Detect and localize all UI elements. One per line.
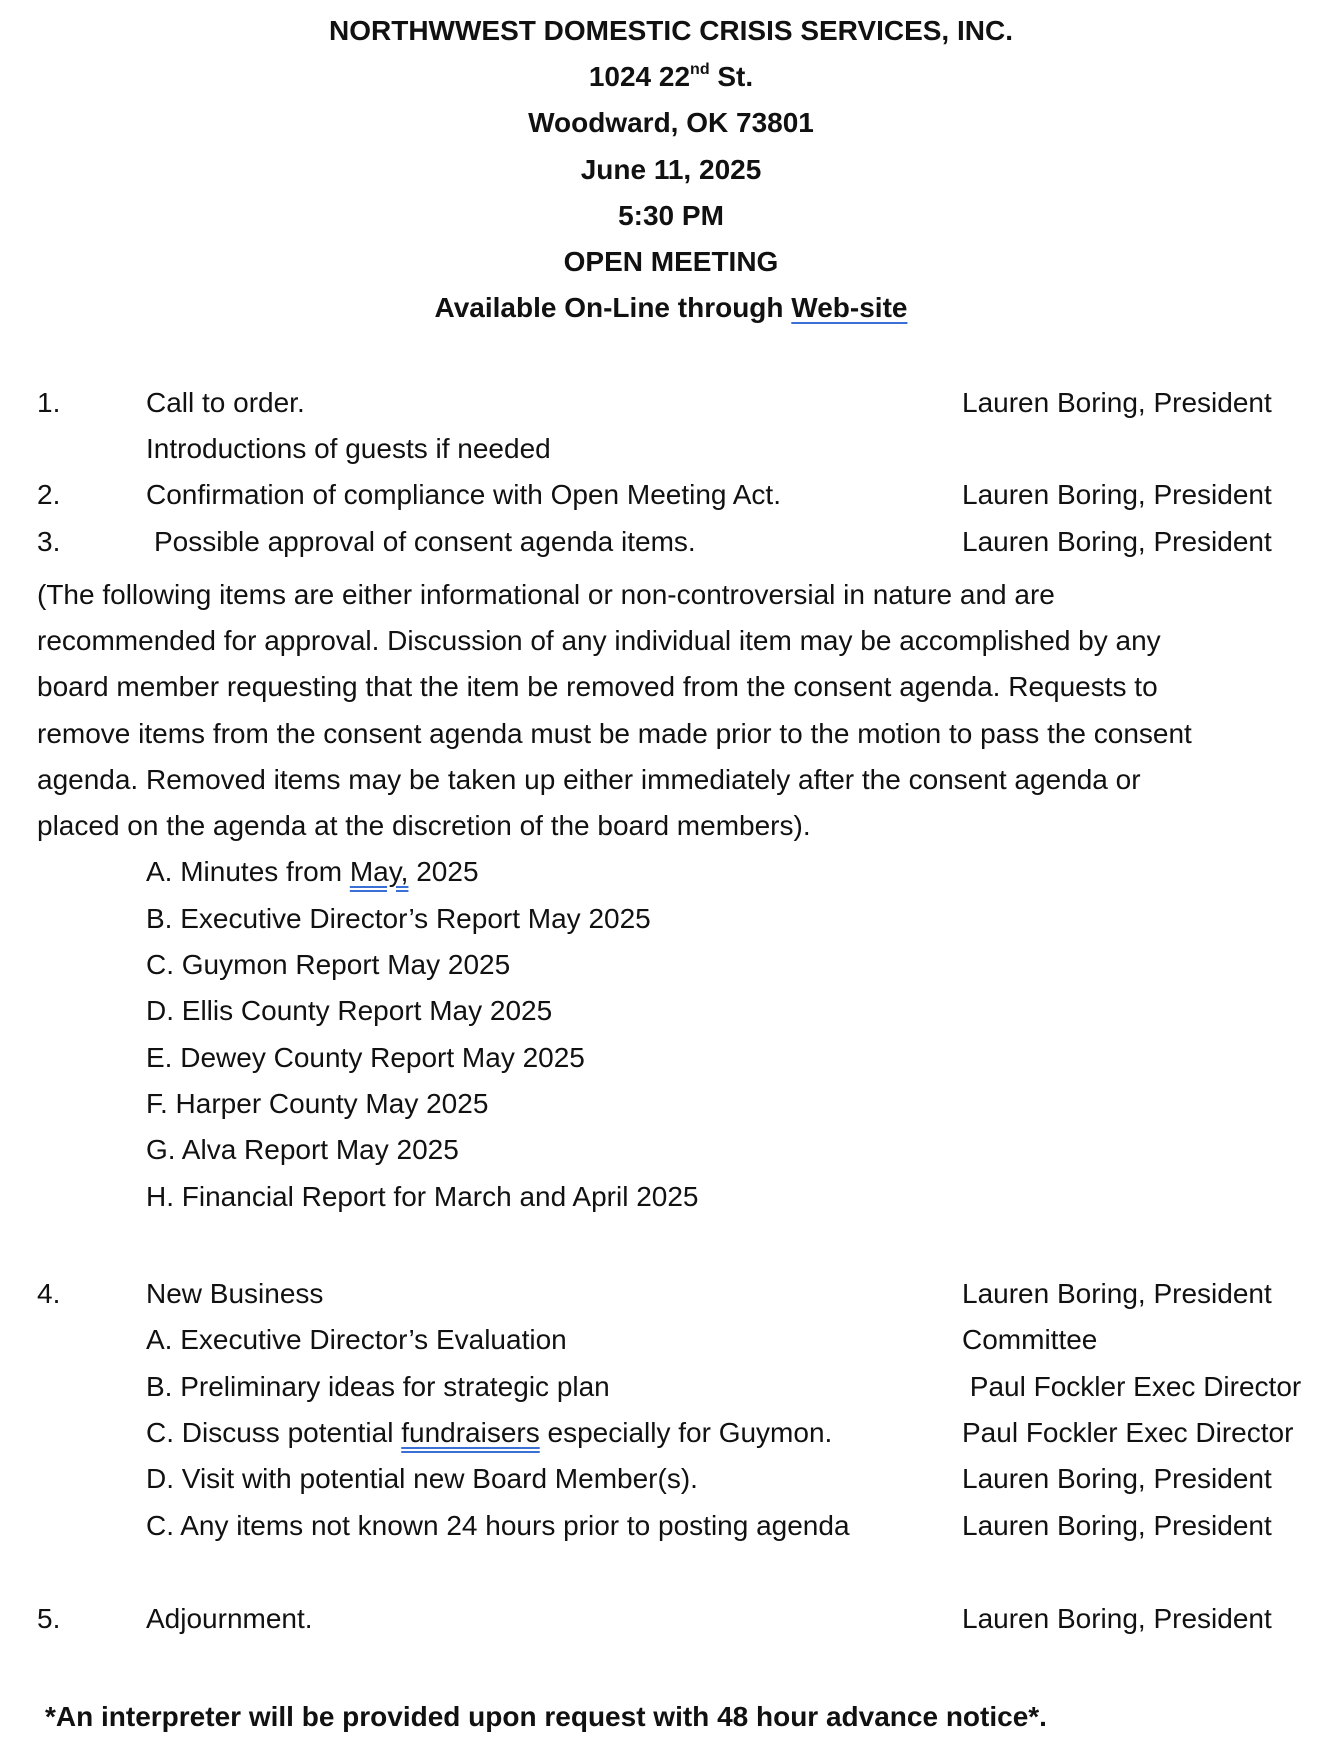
interpreter-notice: *An interpreter will be provided upon request with 48 hour advance notice*. [45, 1701, 1047, 1732]
item-text-suffix: especially for Guymon. [539, 1417, 833, 1448]
paragraph-line: board member requesting that the item be removed from the consent agenda. Requests to [37, 671, 1158, 703]
availability-line [0, 285, 1342, 331]
paragraph-line: remove items from the consent agenda must be made prior to the motion to pass the consent [37, 717, 1192, 749]
item-text: D. Visit with potential new Board Member(s). [146, 1463, 698, 1494]
item-text: C. Any items not known 24 hours prior to posting agenda [146, 1510, 850, 1541]
meeting-time: 5:30 PM [618, 199, 724, 231]
consent-item-g [0, 1127, 1342, 1173]
availability-prefix: Available On-Line through [434, 292, 792, 324]
address-number: 1024 22 [588, 61, 691, 93]
consent-item-a-month: May, [349, 856, 409, 887]
item-number: 3. [37, 526, 61, 557]
address-suffix: nd [690, 61, 710, 79]
item-presenter: Lauren Boring, President [962, 1510, 1272, 1541]
agenda-item-2 [0, 472, 1342, 518]
paragraph-line: recommended for approval. Discussion of any individual item may be accomplished by any [37, 625, 1161, 657]
item-presenter: Lauren Boring, President [962, 1278, 1272, 1309]
item-presenter: Lauren Boring, President [962, 479, 1272, 510]
consent-item-c [0, 942, 1342, 988]
paragraph-line: (The following items are either informational or non-controversial in nature and are [37, 579, 1055, 610]
item-text: Call to order. [146, 387, 305, 418]
consent-item-text: F. Harper County May 2025 [146, 1088, 489, 1119]
item-presenter: Paul Fockler Exec Director [962, 1371, 1302, 1402]
website-link[interactable]: Web-site [791, 292, 908, 324]
item-text: A. Executive Director’s Evaluation [146, 1324, 567, 1355]
new-business-d [0, 1456, 1342, 1502]
consent-item-a-year: 2025 [408, 856, 479, 887]
consent-item-e [0, 1035, 1342, 1081]
item-presenter: Paul Fockler Exec Director [962, 1417, 1294, 1448]
paragraph-line: agenda. Removed items may be taken up either immediately after the consent agenda or [37, 763, 1141, 795]
consent-item-a [0, 849, 1342, 895]
item-text: Possible approval of consent agenda items. [154, 526, 696, 557]
meeting-type: OPEN MEETING [563, 245, 779, 277]
organization-name: NORTHWWEST DOMESTIC CRISIS SERVICES, INC. [329, 15, 1013, 46]
item-text: New Business [146, 1278, 324, 1309]
item-text: Confirmation of compliance with Open Meeting Act. [146, 479, 781, 510]
consent-item-text: E. Dewey County Report May 2025 [146, 1042, 585, 1073]
new-business-a [0, 1317, 1342, 1363]
item-number: 2. [37, 479, 61, 510]
new-business-e [0, 1503, 1342, 1549]
agenda-item-3 [0, 519, 1342, 565]
consent-item-text: B. Executive Director’s Report May 2025 [146, 903, 651, 934]
consent-item-text: G. Alva Report May 2025 [146, 1134, 459, 1165]
address-street: St. [709, 61, 754, 93]
item-text-prefix: C. Discuss potential [146, 1417, 402, 1448]
item-number: 4. [37, 1278, 61, 1309]
new-business-b [0, 1364, 1342, 1410]
agenda-item-4 [0, 1271, 1342, 1317]
consent-agenda-explanation [37, 572, 1337, 849]
consent-item-text [146, 849, 479, 895]
consent-item-h [0, 1174, 1342, 1220]
consent-item-b [0, 896, 1342, 942]
item-text [146, 1410, 832, 1456]
item-presenter: Lauren Boring, President [962, 387, 1272, 418]
meeting-date: June 11, 2025 [580, 153, 762, 185]
agenda-item-5 [0, 1596, 1342, 1642]
item-text: Adjournment. [146, 1603, 313, 1634]
consent-item-text: H. Financial Report for March and April 2025 [146, 1181, 699, 1212]
consent-item-text: D. Ellis County Report May 2025 [146, 995, 553, 1026]
consent-item-a-prefix: A. Minutes from [146, 856, 350, 887]
item-presenter: Committee [962, 1324, 1098, 1355]
consent-item-f [0, 1081, 1342, 1127]
consent-item-text: C. Guymon Report May 2025 [146, 949, 511, 980]
item-subtext: Introductions of guests if needed [146, 433, 551, 464]
consent-item-d [0, 988, 1342, 1034]
item-presenter: Lauren Boring, President [962, 1463, 1272, 1494]
paragraph-line: placed on the agenda at the discretion of the board members). [37, 809, 811, 841]
agenda-item-1-sub [0, 426, 1342, 472]
city-line: Woodward, OK 73801 [528, 107, 814, 139]
item-number: 1. [37, 387, 61, 418]
item-presenter: Lauren Boring, President [962, 526, 1272, 557]
fundraisers-word: fundraisers [401, 1417, 540, 1448]
new-business-c [0, 1410, 1342, 1456]
agenda-item-1 [0, 380, 1342, 426]
item-presenter: Lauren Boring, President [962, 1603, 1272, 1634]
item-number: 5. [37, 1603, 61, 1634]
address-line [0, 54, 1342, 100]
item-text: B. Preliminary ideas for strategic plan [146, 1371, 610, 1402]
document-header [0, 8, 1342, 331]
